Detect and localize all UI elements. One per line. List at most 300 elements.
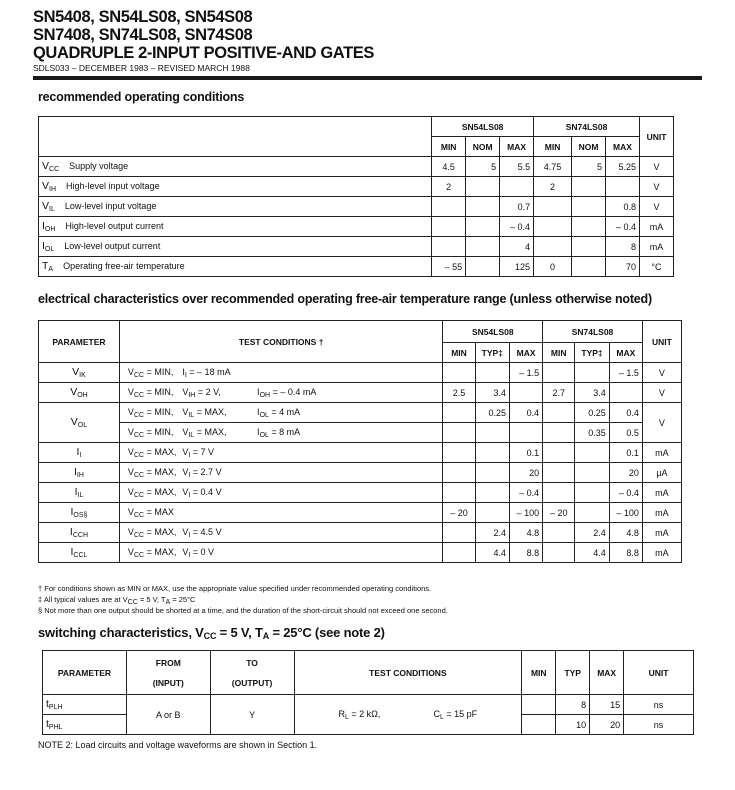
rec-description: Operating free-air temperature [63,261,185,271]
sw-cond-text: L [439,713,444,721]
sw-unit-header: UNIT [624,651,694,695]
elec-cond-text: CC [133,451,145,459]
elec-value: – 1.5 [609,363,642,383]
elec-value: 20 [609,463,642,483]
rec-value: 4.5 [432,157,466,177]
elec-value: 0.25 [575,403,609,423]
elec-param-sub: CCH [72,532,88,539]
elec-param [39,463,120,483]
elec-value: – 100 [609,503,642,523]
elec-unit: V [642,383,681,403]
rec-value: 2 [534,177,572,197]
elec-param [39,363,120,383]
rec-value: 8 [606,237,640,257]
elec-col-min: MIN [443,343,475,363]
elec-cond-3 [251,483,443,503]
elec-cond-1 [119,383,179,403]
elec-value: 0.1 [609,443,642,463]
elec-value [443,543,475,563]
elec-cond-1 [119,543,179,563]
rec-param [39,157,432,177]
sw-test-header: TEST CONDITIONS [294,651,522,695]
rec-value: 5.25 [606,157,640,177]
rec-value [466,237,500,257]
sw-param-sym: t [46,718,49,730]
elec-value: 0.1 [510,443,543,463]
elec-cond-1 [119,463,179,483]
sw-conditions [294,695,522,735]
note-dagger: † For conditions shown as MIN or MAX, use the appropriate value specified under recommended operating conditions. [38,584,432,593]
elec-group-sn54: SN54LS08 [443,321,543,343]
elec-value: 4.8 [510,523,543,543]
sw-param-sym: t [46,698,49,710]
elec-value: 4.8 [609,523,642,543]
elec-row [39,483,682,503]
elec-value [543,363,575,383]
elec-cond-2 [179,503,251,523]
elec-cond-text: = MIN, [144,366,174,377]
elec-cond-text: V [127,486,134,497]
elec-value [475,423,509,443]
elec-param-sub: IH [76,472,84,479]
rec-param [39,177,432,197]
elec-cond-text: = – 0.4 mA [270,386,317,397]
elec-cond-text: V [182,486,189,497]
elec-param [39,383,120,403]
elec-value [543,543,575,563]
elec-value [575,443,609,463]
rec-row [39,197,674,217]
rec-description: Low-level output current [64,241,161,251]
elec-param-sub: IL [77,492,84,499]
elec-param-sub: I [79,452,82,459]
elec-cond-text: = MAX, [194,406,227,417]
elec-cond-text: I [257,386,260,397]
rec-description: Low-level input voltage [64,201,157,211]
rec-value [432,237,466,257]
elec-cond-1 [119,423,179,443]
elec-cond-text: = MAX, [144,486,177,497]
elec-cond-text: = 4.5 V [190,526,222,537]
rec-param [39,217,432,237]
rec-unit: mA [639,237,673,257]
elec-value [475,363,509,383]
elec-cond-1 [119,523,179,543]
elec-cond-text: = 2.7 V [190,466,222,477]
elec-value [475,443,509,463]
rec-row [39,177,674,197]
elec-cond-3 [251,523,443,543]
part-numbers-line-2: SN7408, SN74LS08, SN74S08 [33,26,253,44]
rec-group-sn54: SN54LS08 [432,117,534,137]
elec-param-sym: V [70,416,78,428]
elec-cond-text: CC [133,531,145,539]
elec-row [39,523,682,543]
rec-value: 5.5 [500,157,534,177]
elec-cond-text: = 2 V, [195,386,221,397]
elec-row [39,503,682,523]
elec-param [39,503,120,523]
elec-param-sym: I [69,526,73,538]
elec-value [443,523,475,543]
elec-cond-text: I [257,426,260,437]
rec-value [606,177,640,197]
elec-param-sym: I [70,506,74,518]
rec-blank-header [39,117,432,157]
rec-unit: V [639,157,673,177]
rec-value [432,197,466,217]
elec-cond-text: V [182,406,189,417]
elec-cond-text: CC [133,491,145,499]
elec-unit: mA [642,443,681,463]
elec-cond-text: = 4 mA [268,406,301,417]
rec-value [466,217,500,237]
rec-col-max: MAX [606,137,640,157]
elec-cond-2 [179,523,251,543]
elec-param-sub: CCL [73,552,88,559]
elec-cond-1 [119,443,179,463]
elec-row [39,383,682,403]
rec-unit: V [639,177,673,197]
elec-cond-text: = MIN, [144,386,174,397]
switching-title-text: switching characteristics, V [38,625,204,640]
elec-cond-text: V [182,386,189,397]
elec-value: – 20 [543,503,575,523]
elec-col-max: MAX [510,343,543,363]
rec-value: 4.75 [534,157,572,177]
elec-cond-text: I [188,531,191,539]
elec-cond-2 [179,423,251,443]
elec-param-sub: OH [77,392,88,399]
elec-value [543,403,575,423]
rec-param [39,237,432,257]
elec-value: 0.5 [609,423,642,443]
rec-unit-header: UNIT [639,117,673,157]
elec-value: – 20 [443,503,475,523]
elec-value: – 100 [510,503,543,523]
elec-value [443,463,475,483]
elec-cond-text: = MAX [144,506,174,517]
elec-value: 0.4 [609,403,642,423]
rec-row [39,157,674,177]
note-section: § Not more than one output should be shorted at a time, and the duration of the short-circuit should not exceed one second. [38,606,448,615]
elec-value [510,383,543,403]
sw-to-value: Y [210,695,294,735]
elec-value [543,523,575,543]
elec-value: 20 [510,463,543,483]
sw-to-sub: (OUTPUT) [231,677,273,688]
elec-cond-3 [251,503,443,523]
elec-value [543,423,575,443]
rec-row [39,217,674,237]
elec-value: 2.4 [575,523,609,543]
elec-unit: V [642,363,681,383]
rec-col-min: MIN [432,137,466,157]
switching-title-text: CC [203,631,217,641]
rec-row [39,257,674,277]
elec-param-sym: V [70,386,78,398]
rec-param [39,257,432,277]
elec-value [543,483,575,503]
electrical-table [38,320,682,563]
elec-unit: μA [642,463,681,483]
elec-cond-1 [119,363,179,383]
elec-cond-3 [251,463,443,483]
elec-param-sym: I [74,486,78,498]
rec-symbol-sub: A [48,266,54,273]
rec-col-nom: NOM [466,137,500,157]
elec-cond-3 [251,403,443,423]
elec-value: – 1.5 [510,363,543,383]
rec-value [572,197,606,217]
sw-param-sub: PLH [48,704,63,711]
elec-value: 4.4 [575,543,609,563]
elec-cond-3 [251,363,443,383]
elec-cond-text: V [182,466,189,477]
elec-cond-text: V [127,526,134,537]
elec-value [543,463,575,483]
elec-cond-text: = – 18 mA [186,366,231,377]
elec-cond-text: I [188,451,191,459]
rec-value [572,177,606,197]
elec-cond-text: OL [259,431,269,439]
elec-cond-3 [251,383,443,403]
elec-cond-3 [251,543,443,563]
elec-cond-text: CC [133,431,145,439]
elec-cond-text: V [127,426,134,437]
elec-cond-text: = 0.4 V [190,486,222,497]
sw-row-tplh [43,695,694,715]
rec-value: 0 [534,257,572,277]
elec-cond-text: V [127,546,134,557]
sw-cond-text: R [338,708,345,719]
elec-value [475,503,509,523]
elec-value [443,363,475,383]
rec-symbol-sub: OL [44,246,55,253]
part-numbers-line-1: SN5408, SN54LS08, SN54S08 [33,8,253,26]
elec-value: 0.4 [510,403,543,423]
elec-value: 2.5 [443,383,475,403]
elec-value: 0.25 [475,403,509,423]
rec-value: – 0.4 [606,217,640,237]
note-2: NOTE 2: Load circuits and voltage waveforms are shown in Section 1. [38,740,318,750]
elec-cond-text: CC [133,511,145,519]
rec-value [500,177,534,197]
sw-to-label: TO [246,657,258,668]
elec-cond-text: V [182,446,189,457]
elec-cond-text: V [127,506,134,517]
sw-col-typ: TYP [556,651,590,695]
elec-cond-text: = MAX, [144,526,177,537]
elec-param-sym: V [72,366,80,378]
elec-col-max: MAX [609,343,642,363]
elec-unit: mA [642,503,681,523]
note-text: ‡ All typical values are at V [38,595,128,604]
rec-value: 125 [500,257,534,277]
header-rule [33,76,702,80]
elec-col-typ: TYP‡ [575,343,609,363]
elec-value: 2.4 [475,523,509,543]
elec-value [475,483,509,503]
elec-value [510,423,543,443]
sw-cond-text: C [433,708,440,719]
elec-cond-text: = MIN, [144,426,174,437]
sw-param-sub: PHL [48,724,63,731]
elec-unit: V [642,403,681,443]
elec-value [443,403,475,423]
rec-symbol: I [42,240,45,252]
elec-param [39,543,120,563]
rec-unit: mA [639,217,673,237]
rec-value: 5 [572,157,606,177]
rec-value [466,257,500,277]
rec-symbol: V [42,200,50,212]
sw-param [43,715,127,735]
document-header [33,8,733,73]
elec-value [475,463,509,483]
elec-cond-text: IL [188,431,195,439]
elec-value: 8.8 [609,543,642,563]
rec-value [534,237,572,257]
rec-symbol: I [42,220,45,232]
elec-cond-text: IH [188,391,196,399]
sw-max: 15 [590,695,624,715]
rec-description: Supply voltage [69,161,129,171]
rec-value [466,177,500,197]
elec-cond-text: V [127,406,134,417]
elec-value: – 0.4 [609,483,642,503]
sw-typ: 8 [556,695,590,715]
elec-value [543,443,575,463]
elec-cond-1 [119,503,179,523]
elec-cond-text: V [127,366,134,377]
rec-value [432,217,466,237]
elec-cond-2 [179,383,251,403]
elec-value [609,383,642,403]
elec-cond-2 [179,363,251,383]
rec-value: 4 [500,237,534,257]
elec-param-sub: IK [79,372,86,379]
elec-cond-text: V [182,546,189,557]
elec-cond-2 [179,543,251,563]
elec-col-min: MIN [543,343,575,363]
elec-cond-text: = 0 V [190,546,215,557]
sw-unit: ns [624,695,694,715]
rec-symbol-sub: OH [44,226,56,233]
sw-from-sub: (INPUT) [152,677,184,688]
elec-value [575,363,609,383]
note-text: A [165,599,171,606]
rec-description: High-level output current [65,221,164,231]
elec-cond-text: = 7 V [190,446,215,457]
elec-param [39,523,120,543]
elec-value [575,483,609,503]
elec-cond-text: I [184,371,187,379]
rec-symbol-sub: IL [49,206,55,213]
elec-param-sym: I [74,466,77,478]
elec-param [39,443,120,463]
elec-cond-3 [251,443,443,463]
elec-row [39,403,682,423]
rec-symbol: T [42,260,49,272]
elec-cond-1 [119,403,179,423]
elec-cond-text: = 8 mA [268,426,301,437]
switching-title [38,625,385,641]
elec-cond-text: I [188,551,191,559]
rec-col-min: MIN [534,137,572,157]
elec-value: 4.4 [475,543,509,563]
elec-cond-text: I [188,471,191,479]
elec-param-sub: OL [77,422,88,429]
elec-value: – 0.4 [510,483,543,503]
elec-cond-text: = MAX, [144,546,177,557]
elec-cond-text: V [127,466,134,477]
elec-cond-2 [179,443,251,463]
device-title: QUADRUPLE 2-INPUT POSITIVE-AND GATES [33,44,374,62]
sw-param [43,695,127,715]
elec-cond-text: OH [259,391,271,399]
elec-value [443,483,475,503]
elec-row [39,543,682,563]
switching-title-text: A [262,631,270,641]
switching-title-text: = 25°C (see note 2) [269,625,385,640]
note-text: = 5 V, T [137,595,166,604]
document-id: SDLS033 – DECEMBER 1983 – REVISED MARCH 1988 [33,63,250,73]
elec-cond-1 [119,483,179,503]
elec-param-sub: OS§ [73,512,88,519]
rec-value [466,197,500,217]
elec-cond-text: OL [259,411,269,419]
sw-cond-text: = 2 kΩ, [348,708,381,719]
elec-value [443,423,475,443]
elec-cond-2 [179,483,251,503]
switching-table [42,650,694,735]
note-text: = 25°C [170,595,196,604]
elec-cond-text: I [188,491,191,499]
elec-cond-2 [179,403,251,423]
rec-unit: V [639,197,673,217]
elec-value: 2.7 [543,383,575,403]
rec-symbol: V [42,160,50,172]
electrical-title: electrical characteristics over recommended operating free-air temperature range (unless otherwise noted) [38,292,652,306]
sw-min [522,715,556,735]
elec-cond-text: CC [133,551,145,559]
elec-unit-header: UNIT [642,321,681,363]
elec-cond-text: CC [133,391,145,399]
elec-cond-text: = MAX, [144,466,177,477]
sw-from-value: A or B [126,695,210,735]
elec-value: 3.4 [575,383,609,403]
rec-col-max: MAX [500,137,534,157]
elec-value [575,503,609,523]
rec-value [534,197,572,217]
elec-param-sym: I [76,446,80,458]
elec-row [39,463,682,483]
elec-cond-text: CC [133,411,145,419]
elec-test-header: TEST CONDITIONS † [119,321,443,363]
sw-to-header [210,651,294,695]
rec-value: 2 [432,177,466,197]
elec-col-typ: TYP‡ [475,343,509,363]
elec-cond-text: V [127,386,134,397]
elec-value: 0.35 [575,423,609,443]
sw-min [522,695,556,715]
elec-value [443,443,475,463]
elec-unit: mA [642,523,681,543]
elec-cond-text: CC [133,471,145,479]
rec-group-sn74: SN74LS08 [534,117,640,137]
elec-cond-text: I [257,406,260,417]
